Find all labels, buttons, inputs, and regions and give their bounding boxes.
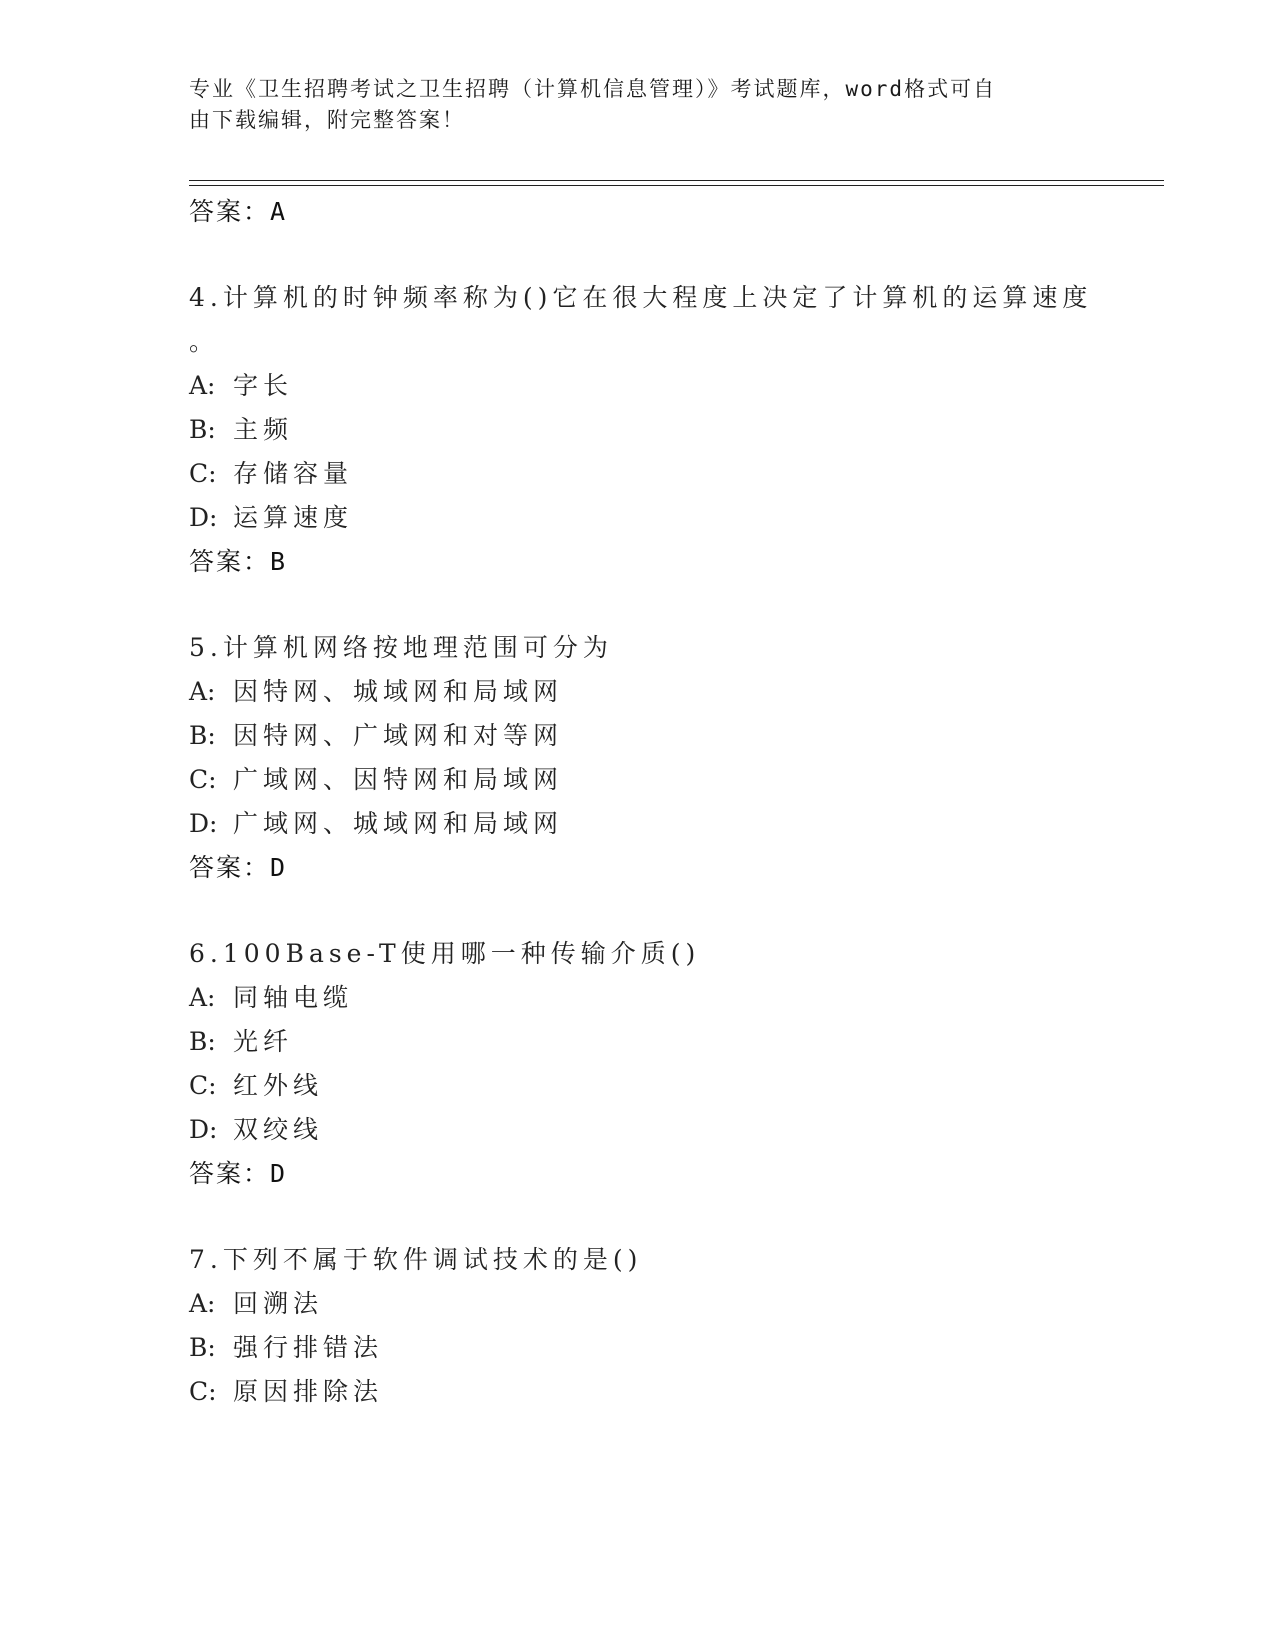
question-stem-4: 4.计算机的时钟频率称为()它在很大程度上决定了计算机的运算速度	[189, 283, 1093, 312]
option-key: C:	[189, 765, 217, 794]
option-7b	[189, 1328, 383, 1364]
option-key: C:	[189, 1377, 217, 1406]
option-key: A:	[189, 677, 216, 706]
option-4c	[189, 454, 353, 490]
option-6a	[189, 978, 353, 1014]
option-key: C:	[189, 459, 217, 488]
option-key: C:	[189, 1071, 217, 1100]
answer-label: 答案：	[189, 197, 271, 226]
option-key: B:	[189, 1027, 216, 1056]
answer-label: 答案：	[189, 547, 271, 576]
option-5d	[189, 804, 563, 840]
option-key: D:	[189, 1115, 218, 1144]
option-text: 强行排错法	[233, 1333, 384, 1362]
option-text: 原因排除法	[233, 1377, 384, 1406]
option-text: 光纤	[233, 1027, 294, 1056]
option-5a	[189, 672, 563, 708]
option-text: 主频	[233, 415, 294, 444]
question-stem-7: 7.下列不属于软件调试技术的是()	[189, 1245, 643, 1274]
option-text: 运算速度	[233, 503, 354, 532]
option-4b	[189, 410, 293, 446]
header-line-2: 由下载编辑，附完整答案！	[189, 108, 465, 132]
document-header-note	[189, 74, 1089, 136]
answer-value: D	[270, 853, 288, 882]
option-4a	[189, 366, 293, 402]
option-key: B:	[189, 1333, 216, 1362]
option-key: A:	[189, 371, 216, 400]
header-divider-top	[189, 180, 1164, 181]
option-text: 同轴电缆	[233, 983, 354, 1012]
option-key: D:	[189, 503, 218, 532]
header-line-1: 专业《卫生招聘考试之卫生招聘（计算机信息管理）》考试题库，word格式可自	[189, 77, 997, 101]
header-divider-bottom	[189, 185, 1164, 186]
answer-value: A	[270, 197, 288, 226]
answer-line-q3	[189, 192, 287, 228]
option-7a	[189, 1284, 323, 1320]
option-text: 广域网、因特网和局域网	[233, 765, 564, 794]
option-7c	[189, 1372, 383, 1408]
option-key: B:	[189, 415, 216, 444]
option-text: 广域网、城域网和局域网	[233, 809, 564, 838]
option-text: 双绞线	[233, 1115, 324, 1144]
option-key: A:	[189, 1289, 216, 1318]
answer-label: 答案：	[189, 853, 271, 882]
option-4d	[189, 498, 353, 534]
option-key: D:	[189, 809, 218, 838]
option-5c	[189, 760, 563, 796]
option-text: 因特网、广域网和对等网	[233, 721, 564, 750]
option-6c	[189, 1066, 323, 1102]
option-key: A:	[189, 983, 216, 1012]
option-text: 因特网、城域网和局域网	[233, 677, 564, 706]
option-text: 红外线	[233, 1071, 324, 1100]
option-text: 字长	[233, 371, 294, 400]
question-stem-6: 6.100Base-T使用哪一种传输介质()	[189, 939, 701, 968]
answer-line-q6	[189, 1154, 287, 1190]
option-5b	[189, 716, 563, 752]
question-stem-5: 5.计算机网络按地理范围可分为	[189, 633, 613, 662]
answer-value: B	[270, 547, 288, 576]
option-6b	[189, 1022, 293, 1058]
answer-value: D	[270, 1159, 288, 1188]
answer-line-q5	[189, 848, 287, 884]
answer-label: 答案：	[189, 1159, 271, 1188]
option-text: 回溯法	[233, 1289, 324, 1318]
question-stem-4-continued: 。	[189, 327, 220, 356]
option-6d	[189, 1110, 323, 1146]
option-text: 存储容量	[233, 459, 354, 488]
answer-line-q4	[189, 542, 287, 578]
option-key: B:	[189, 721, 216, 750]
